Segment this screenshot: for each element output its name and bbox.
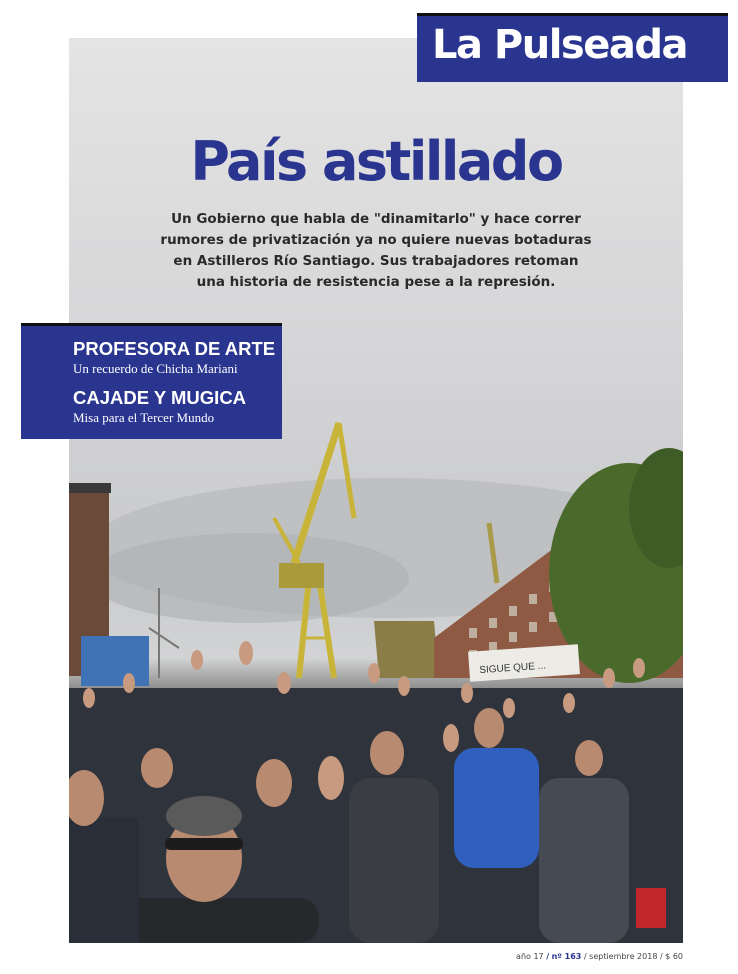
footer-date-price: / septiembre 2018 / $ 60: [583, 952, 683, 961]
magazine-logo: La Pulseada: [432, 22, 687, 68]
teaser-subtitle: Un recuerdo de Chicha Mariani: [73, 361, 238, 376]
footer-issue-number: nº 163: [551, 952, 582, 961]
banner-text: SIGUE QUE ...: [479, 660, 547, 677]
cover-deck: Un Gobierno que habla de "dinamitarlo" y hace correr rumores de privatización ya no quiere nuevas botaduras en Astilleros Río Santiago. Sus trabajadores retoman una historia de resistencia pese a la represión.: [160, 211, 592, 290]
ship-hull: [374, 621, 439, 678]
teaser-box: [21, 323, 282, 439]
teaser-item: [73, 387, 246, 426]
teaser-item: [73, 338, 275, 377]
issue-footer: [516, 952, 683, 961]
footer-separator: /: [546, 952, 550, 961]
teaser-title: CAJADE Y MUGICA: [73, 387, 247, 408]
teaser-subtitle: Misa para el Tercer Mundo: [73, 410, 215, 425]
footer-year: año 17: [516, 952, 544, 961]
mural: [81, 636, 149, 686]
masthead: [417, 13, 728, 82]
teaser-title: PROFESORA DE ARTE: [73, 338, 276, 359]
blue-jacket: [454, 748, 539, 868]
cover-headline: País astillado: [190, 130, 562, 193]
